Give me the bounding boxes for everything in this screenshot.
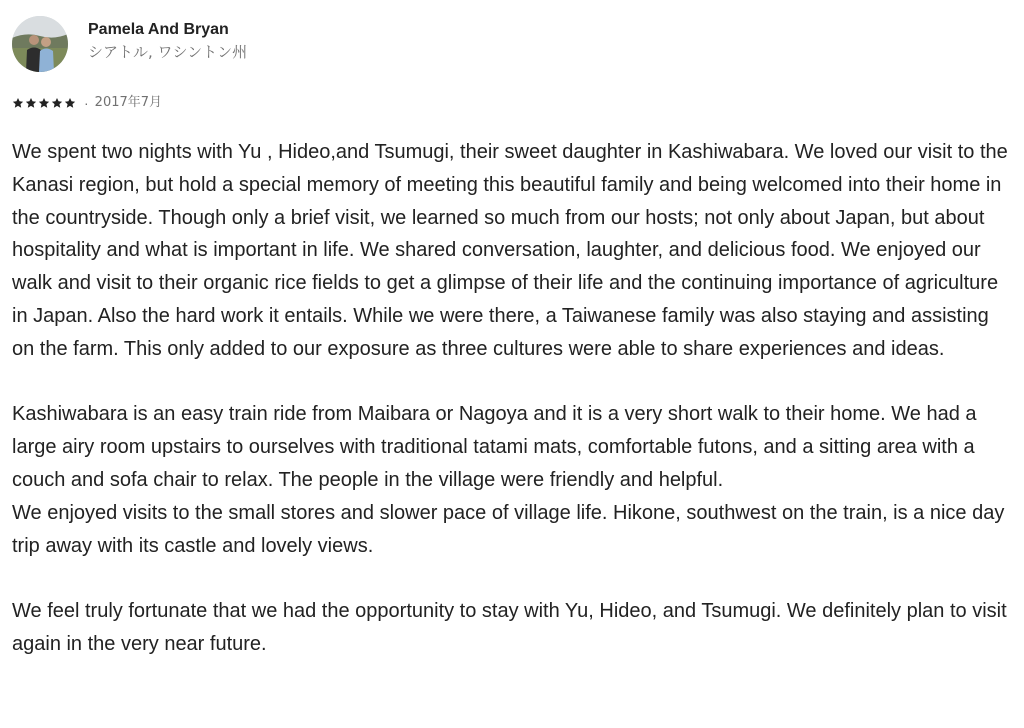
paragraph-gap xyxy=(12,562,1016,595)
star-icon xyxy=(51,97,63,109)
review-paragraph: We feel truly fortunate that we had the opportunity to stay with Yu, Hideo, and Tsumugi. We definitely plan to visit again in the very near future. xyxy=(12,600,1007,655)
paragraph-gap xyxy=(12,366,1016,399)
star-icon xyxy=(38,97,50,109)
reviewer-name[interactable]: Pamela And Bryan xyxy=(88,21,229,38)
review-date: 2017年7月 xyxy=(94,95,163,110)
avatar[interactable] xyxy=(12,16,68,72)
star-icon xyxy=(25,97,37,109)
rating-row xyxy=(12,92,162,114)
reviewer-header xyxy=(12,16,247,72)
star-icon xyxy=(12,97,24,109)
review-paragraph: We spent two nights with Yu , Hideo,and Tsumugi, their sweet daughter in Kashiwabara. We loved our visit to the Kanasi region, but hold a special memory of meeting this beautiful family and being welcomed into their home in the countryside. Though only a brief visit, we learned so much from our hosts; not only about Japan, but about hospitality and what is important in life. We shared conversation, laughter, and delicious food. We enjoyed our walk and visit to their organic rice fields to get a glimpse of their life and the continuing importance of agriculture in Japan. Also the hard work it entails. While we were there, a Taiwanese family was also staying and assisting on the farm. This only added to our exposure as three cultures were able to share experiences and ideas. xyxy=(12,141,1008,360)
review-paragraph: Kashiwabara is an easy train ride from Maibara or Nagoya and it is a very short walk to their home. We had a large airy room upstairs to ourselves with traditional tatami mats, comfortable futons, and a sitting area with a couch and sofa chair to relax. The people in the village were friendly and helpful. xyxy=(12,403,977,491)
star-icon xyxy=(64,97,76,109)
review-paragraph: We enjoyed visits to the small stores and slower pace of village life. Hikone, southwest on the train, is a nice day trip away with its castle and lovely views. xyxy=(12,501,1005,557)
review-text xyxy=(12,136,1016,661)
separator-dot: · xyxy=(84,95,89,111)
avatar-photo xyxy=(12,16,68,72)
reviewer-location: シアトル, ワシントン州 xyxy=(88,43,248,61)
star-rating xyxy=(12,97,76,109)
reviewer-info xyxy=(88,19,247,63)
